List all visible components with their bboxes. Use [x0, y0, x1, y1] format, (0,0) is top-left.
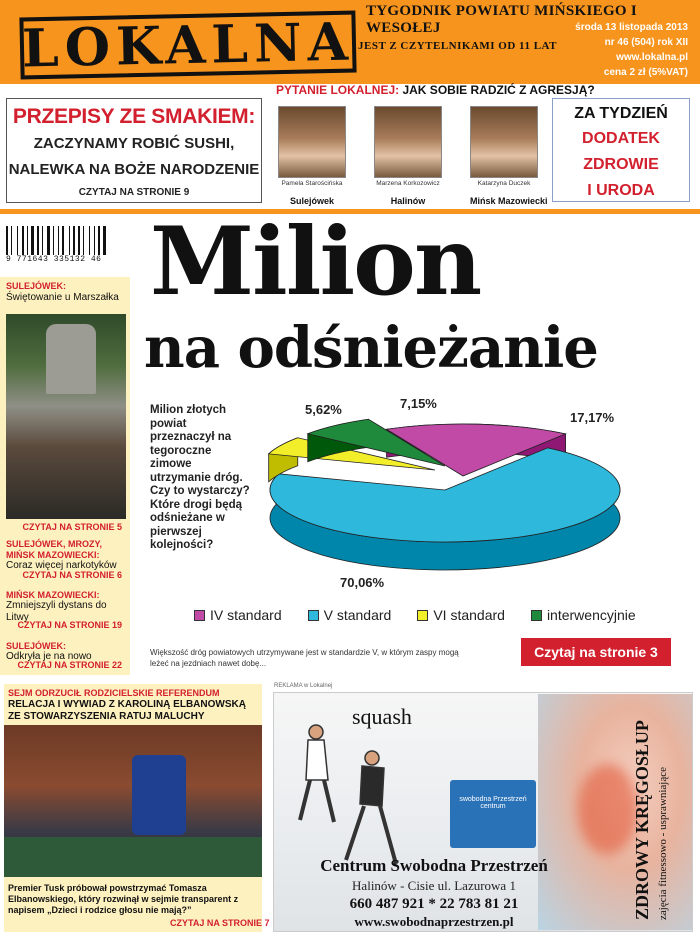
barcode-bar [53, 226, 54, 258]
sidebar-title[interactable]: Zmniejszyli dystans do Litwy [6, 600, 107, 623]
barcode-bar [73, 226, 75, 258]
sidebar-kicker: SULEJÓWEK, MROZY, MIŃSK MAZOWIECKI: [6, 539, 103, 560]
barcode-bar [98, 226, 100, 258]
legend-label: VI standard [433, 607, 505, 623]
sejm-cta[interactable]: CZYTAJ NA STRONIE 7 [170, 918, 270, 928]
barcode-bar [89, 226, 90, 258]
barcode-bar [83, 226, 84, 258]
barcode-bar [31, 226, 34, 258]
person-name: Marzena Korkozowicz [376, 180, 440, 187]
poll-question [276, 83, 595, 97]
ad-name: Centrum Swobodna Przestrzeń [320, 856, 548, 875]
next-week-box[interactable] [552, 98, 690, 202]
ad-squash-title: squash [352, 704, 412, 729]
barcode-bar [42, 226, 43, 258]
barcode-bar [22, 226, 24, 258]
poll-person [470, 106, 548, 206]
barcode-bar [94, 226, 95, 258]
sidebar-cta[interactable]: CZYTAJ NA STRONIE 22 [17, 660, 122, 670]
issue-website[interactable]: www.lokalna.pl [616, 52, 688, 63]
barcode-bar [27, 226, 28, 258]
lead-question: Milion złotych powiat przeznaczył na tegoroczne zimowe utrzymanie dróg. Czy to wystarczy? Które drogi będą odśnieżane w pierwszej kolejności? [150, 404, 250, 551]
issue-info [575, 20, 688, 80]
ad-vertical-title: ZDROWY KRĘGOSŁUP [632, 720, 652, 920]
poll-person [278, 106, 346, 206]
ad-phones: 660 487 921 * 22 783 81 21 [349, 896, 519, 912]
poll-text: JAK SOBIE RADZIĆ Z AGRESJĄ? [402, 83, 595, 97]
next-week-heading: ZA TYDZIEŃ [574, 105, 668, 122]
sejm-title[interactable]: RELACJA I WYWIAD Z KAROLINĄ ELBANOWSKĄ ZE STOWARZYSZENIA RATUJ MALUCHY [8, 699, 246, 722]
person-photo [374, 106, 442, 178]
recipes-cta[interactable]: CZYTAJ NA STRONIE 9 [78, 187, 190, 198]
barcode-bar [6, 226, 8, 258]
sejm-photo [4, 725, 262, 877]
ad-logo [450, 780, 536, 848]
masthead-tagline: TYGODNIK POWIATU MIŃSKIEGO I WESOŁEJ [366, 3, 638, 36]
ad-contact [296, 856, 572, 930]
ad-address: Halinów - Cisie ul. Lazurowa 1 [352, 878, 516, 893]
legend-label: interwencyjnie [546, 607, 636, 623]
logo-text: LOKALNA [21, 11, 355, 79]
pie-data-label: 7,15% [400, 396, 437, 411]
sidebar-title[interactable]: Odkryła je na nowo [6, 651, 92, 662]
legend-swatch [417, 610, 428, 621]
lead-subheadline[interactable]: na odśnieżanie [144, 315, 598, 381]
barcode-bar [78, 226, 80, 258]
pie-data-label: 17,17% [570, 410, 615, 425]
person-name: Katarzyna Duczek [477, 180, 531, 187]
ad-vertical-sub: zajęcia fitnessowo - usprawniające [657, 766, 669, 920]
ad-website[interactable]: www.swobodnaprzestrzen.pl [354, 914, 514, 929]
recipes-line1: ZACZYNAMY ROBIĆ SUSHI, [33, 135, 235, 152]
banner-shape [132, 755, 186, 835]
poll-label: PYTANIE LOKALNEJ: [276, 83, 400, 97]
legend-swatch [194, 610, 205, 621]
chart-legend [194, 607, 674, 623]
person-name: Pamela Starościńska [281, 180, 343, 187]
lead-cta-button[interactable]: Czytaj na stronie 3 [521, 638, 671, 666]
pie-data-label: 5,62% [305, 402, 342, 417]
person-place: Halinów [390, 196, 426, 206]
legend-item [417, 607, 505, 623]
sidebar-cta[interactable]: CZYTAJ NA STRONIE 19 [17, 620, 122, 630]
sejm-kicker: SEJM ODRZUCIŁ RODZICIELSKIE REFERENDUM [8, 688, 220, 698]
issue-number: nr 46 (504) rok XII [604, 37, 688, 48]
person-photo [470, 106, 538, 178]
person-place: Mińsk Mazowiecki [470, 196, 548, 206]
ad-logo-sub: centrum [480, 803, 506, 810]
pie-chart [230, 392, 670, 602]
sidebar-photo [6, 314, 126, 519]
sejm-caption: Premier Tusk próbował powstrzymać Tomasza Elbanowskiego, który rozwinął w sejmie transparent z napisem „Dzieci i rodzice głosu nie mają?” [8, 883, 239, 915]
ad-vertical-text [608, 704, 698, 928]
lead-headline[interactable]: Milion [150, 207, 481, 317]
monument-shape [46, 324, 96, 394]
pie-data-label: 70,06% [340, 575, 385, 590]
issue-date: środa 13 listopada 2013 [575, 22, 688, 33]
barcode-bar [11, 226, 12, 258]
barcode-number: 9 771643 335132 46 [6, 255, 128, 264]
issue-price: cena 2 zł (5%VAT) [603, 67, 688, 78]
legend-swatch [531, 610, 542, 621]
newspaper-logo[interactable] [19, 10, 356, 79]
lead-caption: Większość dróg powiatowych utrzymywane jest w standardzie V, w którym zaspy mogą leżeć na jezdniach nawet dobę... [150, 648, 459, 668]
sidebar-cta[interactable]: CZYTAJ NA STRONIE 5 [22, 522, 122, 532]
next-week-line: DODATEK [582, 130, 660, 147]
barcode-bar [62, 226, 64, 258]
recipes-heading: PRZEPISY ZE SMAKIEM: [12, 105, 256, 128]
ad-logo-text: swobodna Przestrzeń [459, 796, 527, 803]
next-week-line: I URODA [587, 182, 655, 199]
legend-item [308, 607, 392, 623]
barcode-bar [69, 226, 70, 258]
sidebar-kicker: SULEJÓWEK: [6, 641, 67, 651]
barcode-bar [58, 226, 59, 258]
person-place: Sulejówek [289, 196, 334, 206]
barcode-bar [37, 226, 39, 258]
legend-swatch [308, 610, 319, 621]
carpet-shape [4, 837, 262, 877]
barcode-bar [17, 226, 18, 258]
sidebar-cta[interactable]: CZYTAJ NA STRONIE 6 [22, 570, 122, 580]
poll-person [374, 106, 442, 206]
sidebar-title[interactable]: Coraz więcej narkotyków [6, 560, 117, 571]
recipes-line2: NALEWKA NA BOŻE NARODZENIE [8, 161, 260, 178]
sidebar-kicker: SULEJÓWEK: [6, 281, 67, 291]
barcode-bar [103, 226, 106, 258]
ad-label: REKLAMA w Lokalnej [274, 683, 333, 689]
person-photo [278, 106, 346, 178]
squash-players-image [276, 710, 416, 880]
recipes-teaser[interactable] [6, 98, 262, 203]
legend-label: V standard [323, 607, 392, 623]
next-week-line: ZDROWIE [583, 156, 659, 173]
legend-item [531, 607, 636, 623]
sidebar-title[interactable]: Świętowanie u Marszałka [6, 292, 119, 303]
sidebar-kicker: MIŃSK MAZOWIECKI: [6, 590, 100, 600]
masthead-slogan: JEST Z CZYTELNIKAMI OD 11 LAT [358, 40, 557, 52]
barcode-bar [47, 226, 50, 258]
legend-item [194, 607, 282, 623]
legend-label: IV standard [210, 607, 282, 623]
